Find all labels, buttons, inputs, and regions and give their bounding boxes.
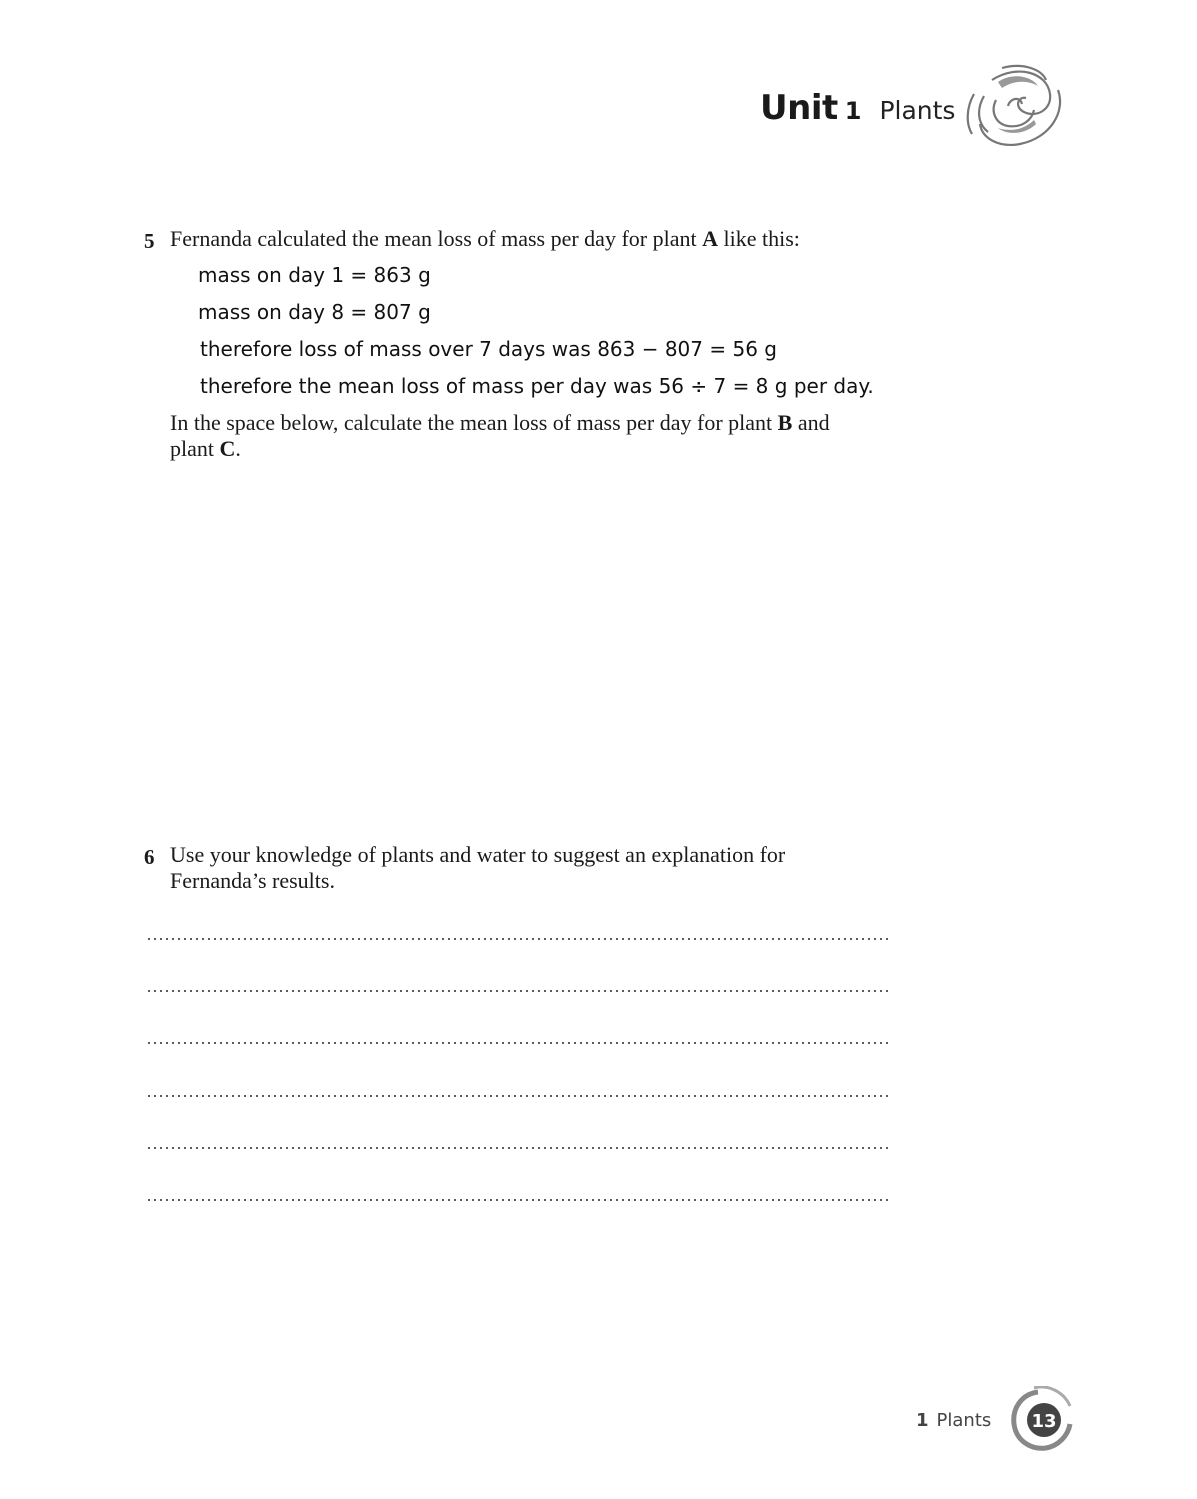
page-number: 13 <box>1031 1411 1057 1432</box>
footer-unit-name: Plants <box>936 1410 992 1431</box>
unit-number: 1 <box>844 97 862 125</box>
question-5-number: 5 <box>144 229 155 253</box>
question-6-number: 6 <box>144 845 155 869</box>
answer-line[interactable] <box>146 1147 888 1149</box>
question-5-task: In the space below, calculate the mean loss of mass per day for plant B and plant C. <box>170 410 830 461</box>
footer-unit-number: 1 <box>916 1410 929 1431</box>
answer-line[interactable] <box>146 990 888 992</box>
swirl-icon <box>962 62 1066 150</box>
working-line-1: mass on day 1 = 863 g <box>198 263 431 287</box>
answer-line[interactable] <box>146 1095 888 1097</box>
working-line-4: therefore the mean loss of mass per day was 56 ÷ 7 = 8 g per day. <box>200 374 874 398</box>
unit-name: Plants <box>879 96 956 125</box>
answer-line[interactable] <box>146 1199 888 1201</box>
question-5-intro: Fernanda calculated the mean loss of mass per day for plant A like this: <box>170 226 800 251</box>
working-line-2: mass on day 8 = 807 g <box>198 300 431 324</box>
unit-word: Unit <box>760 88 838 128</box>
answer-line[interactable] <box>146 938 888 940</box>
page-footer <box>916 1410 991 1431</box>
unit-header <box>760 88 955 128</box>
working-space[interactable] <box>146 470 888 810</box>
question-6-text: Use your knowledge of plants and water to suggest an explanation for Fernanda’s results. <box>170 842 786 893</box>
working-line-3: therefore loss of mass over 7 days was 863 − 807 = 56 g <box>200 337 777 361</box>
answer-line[interactable] <box>146 1042 888 1044</box>
page-number-badge <box>1008 1386 1074 1452</box>
